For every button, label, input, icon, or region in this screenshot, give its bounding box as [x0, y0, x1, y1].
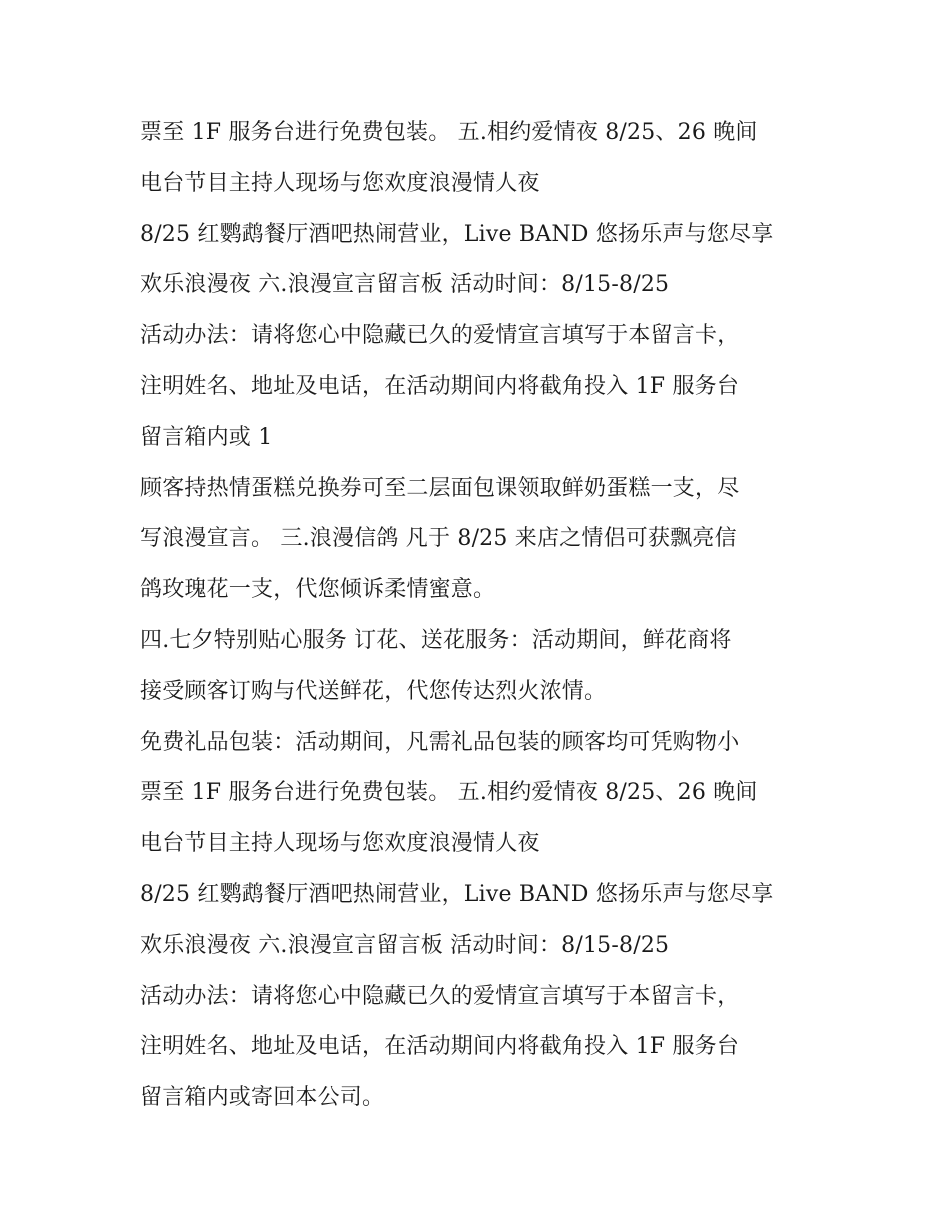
- text-line: 欢乐浪漫夜 六.浪漫宣言留言板 活动时间：8/15-8/25: [140, 932, 670, 958]
- text-line: 接受顾客订购与代送鲜花，代您传达烈火浓情。: [140, 678, 607, 704]
- text-line: 活动办法：请将您心中隐藏已久的爱情宣言填写于本留言卡，: [140, 983, 740, 1009]
- text-line: 留言箱内或 1: [140, 424, 273, 450]
- text-line: 注明姓名、地址及电话，在活动期间内将截角投入 1F 服务台: [140, 1034, 740, 1060]
- text-line: 票至 1F 服务台进行免费包装。 五.相约爱情夜 8/25、26 晚间: [140, 120, 758, 145]
- text-line: 欢乐浪漫夜 六.浪漫宣言留言板 活动时间：8/15-8/25: [140, 272, 670, 298]
- text-line: 电台节目主持人现场与您欢度浪漫情人夜: [140, 831, 540, 857]
- text-line: 注明姓名、地址及电话，在活动期间内将截角投入 1F 服务台: [140, 373, 740, 399]
- text-line: 留言箱内或寄回本公司。: [140, 1085, 385, 1111]
- text-line: 鸽玫瑰花一支，代您倾诉柔情蜜意。: [140, 577, 496, 603]
- text-line: 写浪漫宣言。 三.浪漫信鸽 凡于 8/25 来店之情侣可获飘亮信: [140, 526, 737, 552]
- text-line: 活动办法：请将您心中隐藏已久的爱情宣言填写于本留言卡，: [140, 323, 740, 349]
- text-line: 8/25 红鹦鹉餐厅酒吧热闹营业，Live BAND 悠扬乐声与您尽享: [140, 881, 774, 907]
- text-line: 8/25 红鹦鹉餐厅酒吧热闹营业，Live BAND 悠扬乐声与您尽享: [140, 221, 774, 247]
- text-line: 四.七夕特别贴心服务 订花、送花服务：活动期间，鲜花商将: [140, 627, 732, 653]
- text-line: 电台节目主持人现场与您欢度浪漫情人夜: [140, 170, 540, 196]
- text-line: 免费礼品包装：活动期间，凡需礼品包装的顾客均可凭购物小: [140, 729, 740, 755]
- text-line: 顾客持热情蛋糕兑换券可至二层面包课领取鲜奶蛋糕一支，尽: [140, 475, 740, 501]
- document-body: [140, 108, 830, 1124]
- text-line: 票至 1F 服务台进行免费包装。 五.相约爱情夜 8/25、26 晚间: [140, 780, 758, 806]
